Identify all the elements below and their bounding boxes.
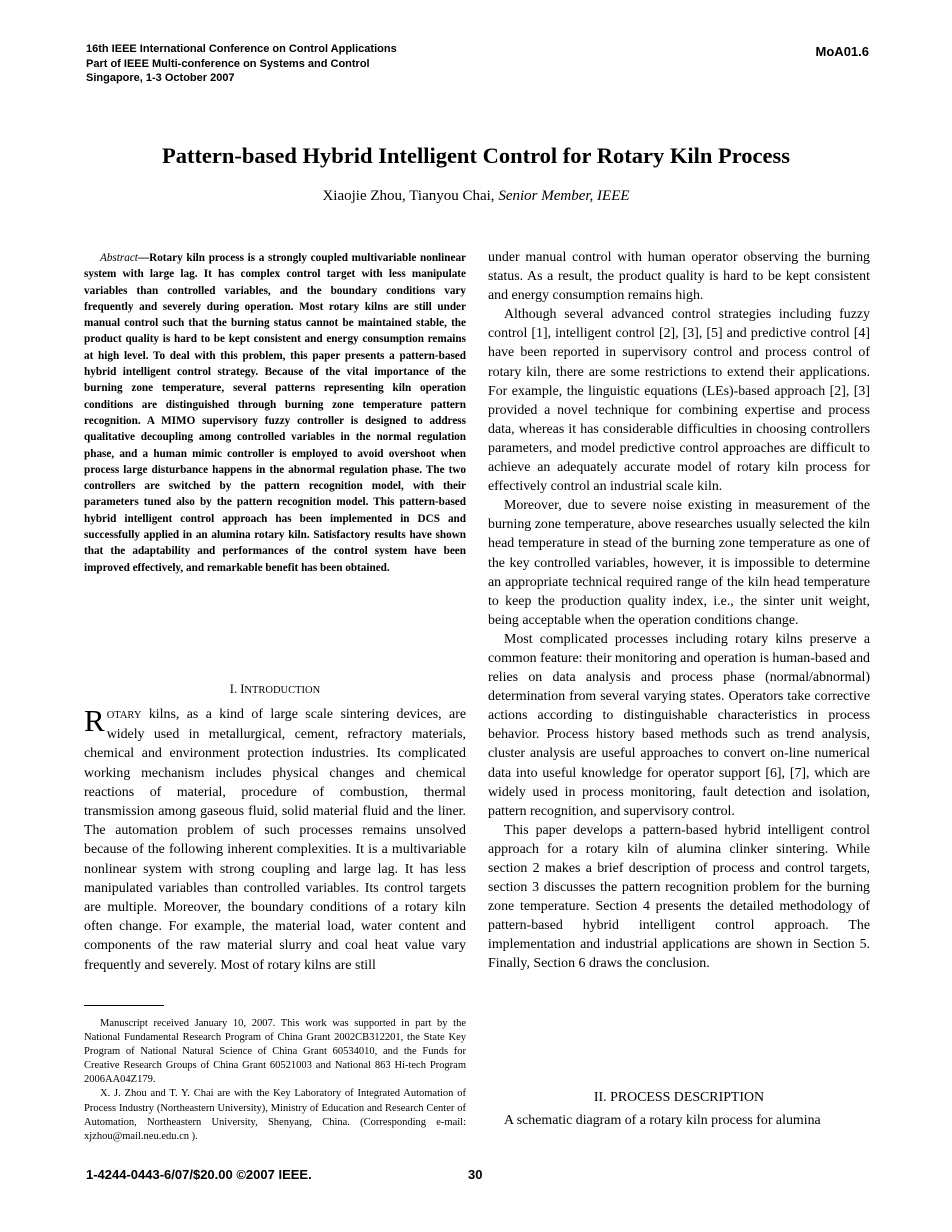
abstract	[84, 250, 466, 576]
conference-line-2: Part of IEEE Multi-conference on Systems and Control	[86, 57, 370, 70]
conference-line-1: 16th IEEE International Conference on Control Applications	[86, 43, 397, 55]
footnote-rule	[84, 1005, 164, 1006]
intro-smallcaps: OTARY	[106, 710, 142, 721]
section-heading-process: II. PROCESS DESCRIPTION	[593, 1090, 765, 1105]
introduction-paragraph	[84, 705, 466, 975]
section-heading-introduction	[84, 682, 466, 697]
author-names: Xiaojie Zhou, Tianyou Chai,	[322, 188, 499, 204]
section-2-text: A schematic diagram of a rotary kiln process for alumina	[504, 1113, 821, 1128]
section-1-name: NTRODUCTION	[244, 685, 321, 696]
paragraph: Moreover, due to severe noise existing in measurement of the burning zone temperature, above researches usually selected the kiln head temperature in stead of the burning zone temperature as one of the key controlled variables, however, it is impossible to determine an appropriate technical required range of the kiln head temperature to keep the production quality index, i.e., the sinter unit weight, being acceptable when the operation conditions change.	[488, 498, 870, 628]
conference-header	[86, 42, 397, 86]
footnote-1: Manuscript received January 10, 2007. This work was supported in part by the National Fundamental Research Program of China Grant 2002CB312201, the State Key Program of National Natural Science of China Grant 60534010, and the Funds for Creative Research Groups of China Grant 60521003 and National 863 Hi-tech Program 2006AA04Z179.	[84, 1018, 466, 1086]
footnotes	[84, 1017, 466, 1144]
session-code: MoA01.6	[815, 44, 869, 59]
paragraph: Most complicated processes including rotary kilns preserve a common feature: their monitoring and operation is human-based and relies on data analysis and process phase (normal/abnormal) determination from several varying states. Operators take corrective actions according to distinguishable characteristics in process behavior. Process history based methods such as trend analysis, cluster analysis are useful approaches to convert on-line numerical data into useful knowledge for operator support [6], [7], which are widely used in process monitoring, fault detection and isolation, pattern recognition, and supervisory control.	[488, 631, 870, 819]
intro-text: kilns, as a kind of large scale sintering devices, are widely used in metallurgical, cement, refractory materials, chemical and environment protection industries. Its complicated working mechanism includes physical changes and chemical reactions of material, procedure of combustion, thermal transmission among gaseous fluid, solid material fluid and the liner. The automation problem of such processes remains unsolved because of the following inherent complexities. It is a multivariable nonlinear system with strong coupling and large lag. It has less manipulated variables than controlled variables. Its control targets are multiple. Moreover, the boundary conditions of a rotary kiln often change. For example, the material load, water content and components of the raw material slurry and coal heat value vary frequently and severely. Most of rotary kilns are still	[84, 707, 466, 973]
abstract-label: Abstract	[100, 252, 138, 264]
paragraph: under manual control with human operator observing the burning status. As a result, the product quality is hard to be kept consistent and energy consumption remains high.	[488, 250, 870, 304]
footer-copyright: 1-4244-0443-6/07/$20.00 ©2007 IEEE.	[86, 1167, 312, 1182]
footnote-2: X. J. Zhou and T. Y. Chai are with the Key Laboratory of Integrated Automation of Process Industry (Northeastern University), Ministry of Education and Research Center of Automation, Northeastern University, Shenyang, China. (Corresponding e-mail: xjzhou@mail.neu.edu.cn ).	[84, 1088, 466, 1142]
conference-line-3: Singapore, 1-3 October 2007	[86, 72, 235, 84]
paragraph: This paper develops a pattern-based hybrid intelligent control approach for a rotary kiln of alumina clinker sintering. While section 2 makes a brief description of process and control targets, section 3 discusses the pattern recognition problem for the burning zone temperature. Section 4 presents the detailed methodology of pattern-based hybrid intelligent control approach. The implementation and industrial applications are shown in Section 5. Finally, Section 6 draws the conclusion.	[488, 822, 870, 972]
right-column	[488, 248, 870, 974]
page-number: 30	[468, 1167, 483, 1182]
drop-cap: R	[84, 703, 105, 738]
paragraph: Although several advanced control strategies including fuzzy control [1], intelligent control [2], [3], [5] and predictive control [4] have been reported in supervisory control and process control of rotary kiln, there are some restrictions to extend their applications. For example, the linguistic equations (LEs)-based approach [2], [3] provided a novel technique for combining expertise and process data, whereas it has considerable difficulties in choosing controllers parameters, and model predictive control approaches are difficult to achieve an adequately accurate model of rotary kiln process for effectively control an industrial scale kiln.	[488, 307, 870, 495]
section-1-num: I. I	[229, 682, 245, 696]
abstract-text: —Rotary kiln process is a strongly coupled multivariable nonlinear system with large lag. It has complex control target with less manipulate variables than controlled variables, and the boundary conditions vary frequently and severely during operation. Most rotary kilns are still under manual control such that the burning status cannot be maintained stable, the product quality is hard to be kept consistent and energy consumption remains at high level. To deal with this problem, this paper presents a pattern-based hybrid intelligent control strategy. Because of the vital importance of the burning zone temperature, several patterns representing kiln operation conditions are distinguished through burning zone temperature pattern recognition. A MIMO supervisory fuzzy controller is designed to address qualitative decoupling among controlled variables in the normal regulation phase, and a human mimic controller is employed to avoid overshoot when process large disturbance happens in the abnormal regulation phase. The two controllers are switched by the pattern recognition model, with their parameters tuned also by the pattern recognition model. This pattern-based hybrid intelligent control approach has been implemented in DCS and successfully applied in an alumina rotary kiln. Satisfactory results have shown that the adaptability and performances of the control system have been improved effectively, and remarkable benefit has been obtained.	[84, 252, 466, 574]
paper-title: Pattern-based Hybrid Intelligent Control for Rotary Kiln Process	[161, 143, 791, 168]
authors	[0, 188, 952, 205]
author-title: Senior Member, IEEE	[498, 188, 630, 204]
